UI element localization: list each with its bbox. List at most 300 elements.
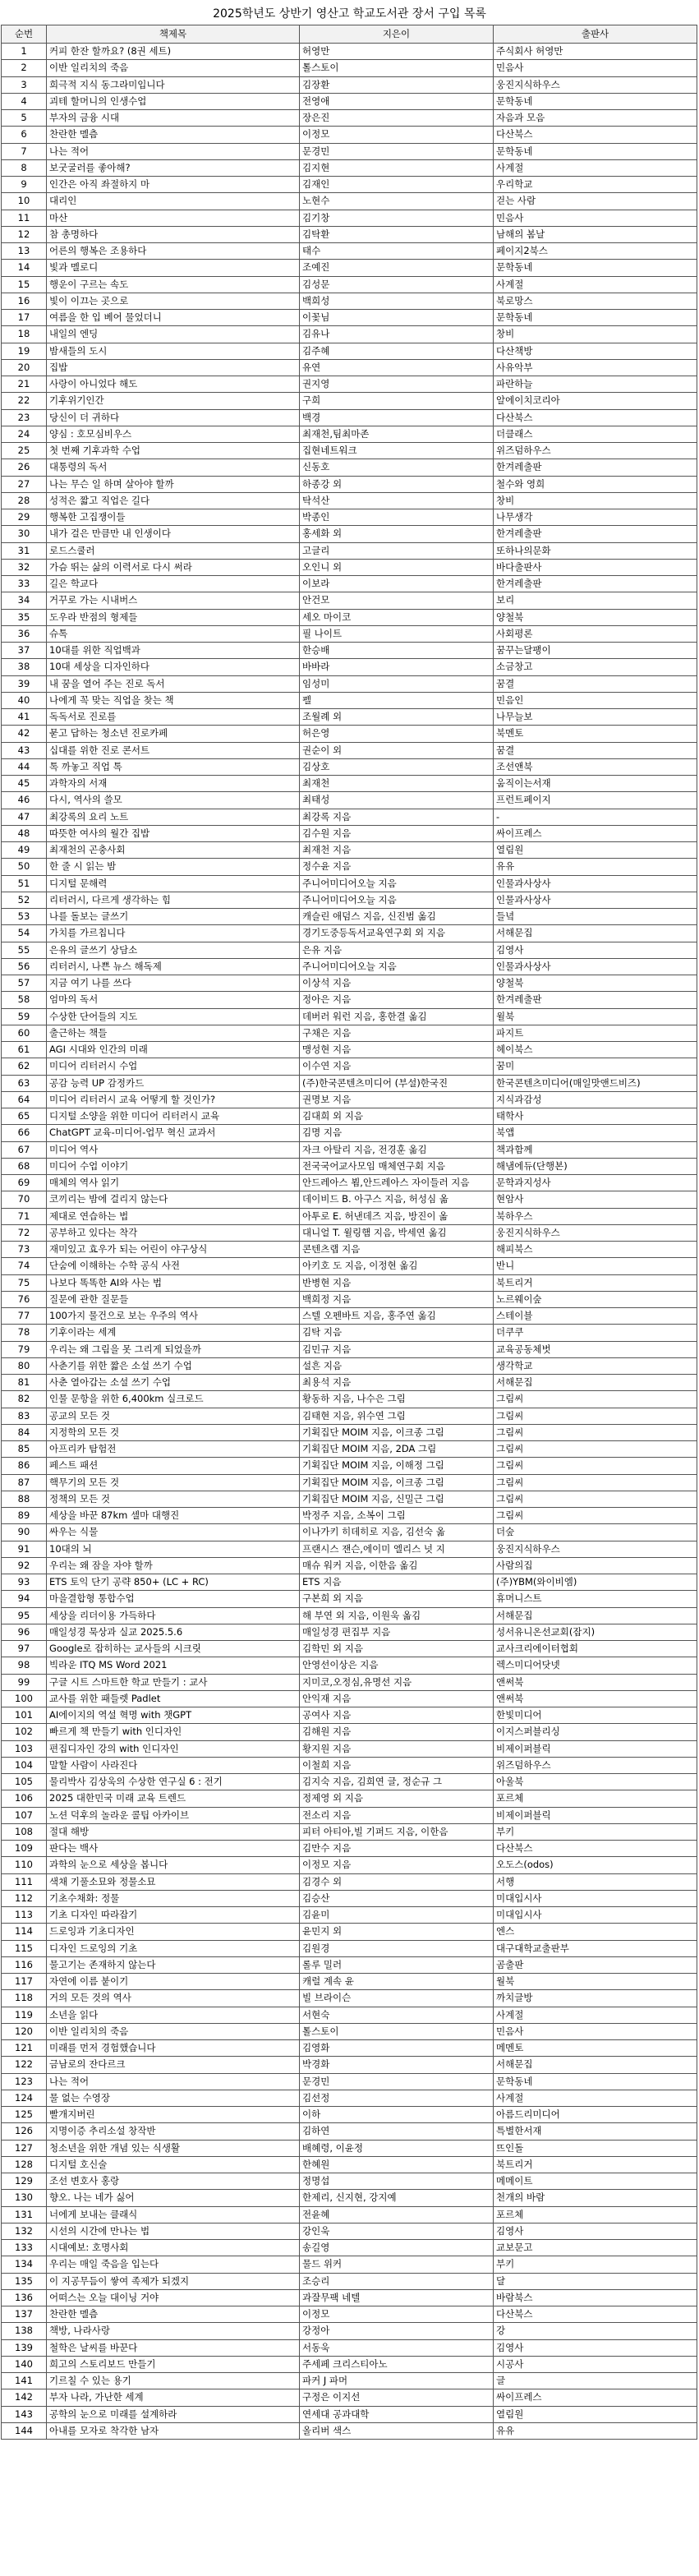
book-publisher: 민음사: [494, 210, 697, 226]
row-number: 89: [2, 1508, 47, 1524]
book-publisher: 뜨인돌: [494, 2140, 697, 2156]
book-publisher: 그림씨: [494, 1441, 697, 1458]
book-author: 주니어미디어오늘 지음: [300, 892, 494, 908]
book-publisher: 교보문고: [494, 2240, 697, 2256]
table-row: [2, 293, 697, 309]
book-author: 김해원 지음: [300, 1724, 494, 1740]
book-publisher: 해피북스: [494, 1242, 697, 1258]
table-row: [2, 1807, 697, 1823]
book-publisher: 인물과사상사: [494, 958, 697, 975]
table-row: [2, 2373, 697, 2389]
book-publisher: 그림씨: [494, 1508, 697, 1524]
row-number: 48: [2, 825, 47, 841]
book-author: 전윤혜: [300, 2206, 494, 2223]
row-number: 49: [2, 842, 47, 859]
row-number: 67: [2, 1141, 47, 1158]
row-number: 121: [2, 2040, 47, 2057]
row-number: 51: [2, 875, 47, 892]
row-number: 84: [2, 1424, 47, 1440]
book-publisher: 시공사: [494, 2356, 697, 2372]
book-title: 재미있고 효우가 되는 어린이 야구상식: [47, 1242, 300, 1258]
book-title: 인물 문항을 위한 6,400km 실크로드: [47, 1391, 300, 1408]
book-title: 나를 돌보는 글쓰기: [47, 909, 300, 925]
book-publisher: 조선앤북: [494, 758, 697, 775]
book-title: 교사를 위한 패들렛 Padlet: [47, 1690, 300, 1707]
book-publisher: 파란하늘: [494, 376, 697, 393]
book-publisher: 문학동네: [494, 93, 697, 109]
book-author: 백희성: [300, 293, 494, 309]
book-title: 미디어 역사: [47, 1141, 300, 1158]
book-publisher: 다산북스: [494, 1841, 697, 1857]
book-title: 색채 기풀소묘와 정물소묘: [47, 1873, 300, 1890]
row-number: 72: [2, 1224, 47, 1241]
book-title: 리터러시, 다르게 생각하는 힘: [47, 892, 300, 908]
book-author: 이수연 지음: [300, 1058, 494, 1075]
book-title: 당신이 더 귀하다: [47, 409, 300, 426]
book-author: 필 나이트: [300, 625, 494, 642]
book-publisher: 메메이트: [494, 2173, 697, 2190]
row-number: 82: [2, 1391, 47, 1408]
table-row: [2, 226, 697, 242]
book-author: 서동욱: [300, 2339, 494, 2356]
book-author: 아키호 도 지음, 이정현 옮김: [300, 1258, 494, 1274]
book-title: 향오. 나는 네가 싫어: [47, 2190, 300, 2206]
book-author: 최재천: [300, 776, 494, 792]
table-row: [2, 942, 697, 958]
book-title: 우리는 왜 그림을 못 그리게 되었을까: [47, 1341, 300, 1357]
book-title: 빛과 멜로디: [47, 260, 300, 276]
row-number: 142: [2, 2389, 47, 2406]
book-author: 이철희 지음: [300, 1757, 494, 1773]
book-title: 행복한 고집쟁이들: [47, 509, 300, 526]
book-publisher: 사회평론: [494, 625, 697, 642]
book-author: 과잘무팩 네텔: [300, 2289, 494, 2306]
book-author: 김명 지음: [300, 1125, 494, 1141]
book-publisher: 그림씨: [494, 1424, 697, 1440]
book-author: 기획집단 MOIM 지음, 2DA 그림: [300, 1441, 494, 1458]
book-title: 페스트 패션: [47, 1458, 300, 1474]
table-row: [2, 2206, 697, 2223]
book-title: 우리는 왜 잠을 자야 할까: [47, 1557, 300, 1574]
table-row: [2, 393, 697, 409]
table-row: [2, 609, 697, 625]
table-row: [2, 892, 697, 908]
book-publisher: 프런트페이지: [494, 792, 697, 809]
book-author: 김탁 지음: [300, 1325, 494, 1341]
book-publisher: 민음인: [494, 692, 697, 708]
row-number: 52: [2, 892, 47, 908]
book-title: 나는 적어: [47, 2073, 300, 2090]
book-author: 이정모: [300, 2306, 494, 2323]
row-number: 7: [2, 143, 47, 159]
book-title: 보굿굴러를 좋아해?: [47, 159, 300, 176]
table-row: [2, 93, 697, 109]
table-row: [2, 1790, 697, 1807]
table-row: [2, 1357, 697, 1374]
book-publisher: 북하우스: [494, 1208, 697, 1224]
book-author: 톨스토이: [300, 2023, 494, 2039]
book-title: 편집디자인 강의 with 인디자인: [47, 1740, 300, 1757]
row-number: 44: [2, 758, 47, 775]
book-publisher: 사계절: [494, 2090, 697, 2106]
book-publisher: 싸이프레스: [494, 825, 697, 841]
book-title: 자연에 이름 붙이기: [47, 1974, 300, 1990]
book-title: 소년을 읽다: [47, 2007, 300, 2023]
row-number: 93: [2, 1574, 47, 1591]
book-title: 단숨에 이해하는 수학 공식 사전: [47, 1258, 300, 1274]
book-author: 강정아: [300, 2323, 494, 2339]
book-author: 김탁환: [300, 226, 494, 242]
book-publisher: 사람의집: [494, 1557, 697, 1574]
table-row: [2, 2090, 697, 2106]
book-title: 부자 나라, 가난한 세계: [47, 2389, 300, 2406]
table-row: [2, 1841, 697, 1857]
book-author: (주)한국콘텐츠미디어 (부설)한국진: [300, 1075, 494, 1091]
book-title: 공감 능력 UP 감정카드: [47, 1075, 300, 1091]
book-publisher: 바다출판사: [494, 559, 697, 575]
table-row: [2, 1458, 697, 1474]
table-row: [2, 127, 697, 143]
book-author: 연세대 공과대학: [300, 2406, 494, 2422]
book-publisher: 한빛미디어: [494, 1707, 697, 1724]
table-row: [2, 44, 697, 60]
table-row: [2, 243, 697, 260]
book-publisher: 교육공동체벗: [494, 1341, 697, 1357]
book-publisher: 노르웨이숲: [494, 1291, 697, 1307]
book-author: 최태성: [300, 792, 494, 809]
book-author: 황지원 지음: [300, 1740, 494, 1757]
table-row: [2, 1657, 697, 1674]
book-author: 조예진: [300, 260, 494, 276]
table-row: [2, 443, 697, 459]
book-author: 김승산: [300, 1890, 494, 1906]
book-publisher: (주)YBM(와이비엠): [494, 1574, 697, 1591]
row-number: 3: [2, 76, 47, 93]
book-author: 데이비드 B. 아구스 지음, 허성심 옮: [300, 1191, 494, 1208]
book-title: 코끼리는 밤에 걸리지 않는다: [47, 1191, 300, 1208]
book-publisher: 다산북스: [494, 409, 697, 426]
table-row: [2, 1408, 697, 1424]
book-publisher: 자음과 모음: [494, 110, 697, 127]
book-author: 조월례 외: [300, 709, 494, 726]
table-row: [2, 2140, 697, 2156]
book-publisher: 열림원: [494, 2406, 697, 2422]
book-author: 김기창: [300, 210, 494, 226]
book-author: 임성미: [300, 675, 494, 692]
table-row: [2, 709, 697, 726]
table-row: [2, 1707, 697, 1724]
table-row: [2, 1524, 697, 1541]
table-row: [2, 2173, 697, 2190]
table-row: [2, 1391, 697, 1408]
row-number: 35: [2, 609, 47, 625]
row-number: 109: [2, 1841, 47, 1857]
table-row: [2, 809, 697, 825]
book-title: 이반 일리치의 죽음: [47, 60, 300, 76]
row-number: 133: [2, 2240, 47, 2256]
row-number: 20: [2, 359, 47, 376]
table-row: [2, 542, 697, 559]
book-publisher: 더숲: [494, 1524, 697, 1541]
book-publisher: 나무늘보: [494, 709, 697, 726]
table-row: [2, 2356, 697, 2372]
row-number: 86: [2, 1458, 47, 1474]
table-row: [2, 1690, 697, 1707]
table-row: [2, 909, 697, 925]
book-author: 전소리 지음: [300, 1807, 494, 1823]
book-author: 안건모: [300, 592, 494, 609]
book-title: 청소년을 위한 개념 있는 식생활: [47, 2140, 300, 2156]
row-number: 129: [2, 2173, 47, 2190]
book-author: 매일성경 편집부 지음: [300, 1624, 494, 1640]
book-publisher: 유유: [494, 859, 697, 875]
book-publisher: 서행: [494, 1873, 697, 1890]
table-row: [2, 1924, 697, 1940]
book-publisher: 강: [494, 2323, 697, 2339]
book-author: 펠: [300, 692, 494, 708]
book-author: 해 부연 외 지음, 이원욱 옮김: [300, 1607, 494, 1624]
book-author: 프랜시스 잰슨,에이미 엘리스 넛 지: [300, 1541, 494, 1557]
book-author: 장은진: [300, 110, 494, 127]
book-title: 가슴 뛰는 삶의 이력서로 다시 써라: [47, 559, 300, 575]
book-title: 십대를 위한 진로 콘서트: [47, 742, 300, 758]
book-title: 우리는 매일 죽음을 입는다: [47, 2256, 300, 2273]
row-number: 100: [2, 1690, 47, 1707]
book-publisher: 인물과사상사: [494, 875, 697, 892]
book-publisher: 바람북스: [494, 2289, 697, 2306]
book-title: 기초 디자인 따라잡기: [47, 1907, 300, 1924]
row-number: 103: [2, 1740, 47, 1757]
book-title: 첫 번째 기후과학 수업: [47, 443, 300, 459]
row-number: 143: [2, 2406, 47, 2422]
row-number: 74: [2, 1258, 47, 1274]
book-publisher: 걷는 사람: [494, 193, 697, 210]
row-number: 136: [2, 2289, 47, 2306]
book-title: ETS 토익 단기 공략 850+ (LC + RC): [47, 1574, 300, 1591]
book-title: 매일성경 묵상과 실교 2025.5.6: [47, 1624, 300, 1640]
book-author: 김민규 지음: [300, 1341, 494, 1357]
book-author: 박종인: [300, 509, 494, 526]
book-publisher: 북멘토: [494, 726, 697, 742]
book-title: 마을결합형 통합수업: [47, 1591, 300, 1607]
table-row: [2, 1242, 697, 1258]
table-row: [2, 1624, 697, 1640]
table-row: [2, 1990, 697, 2007]
book-title: 미디어 리터러시 교육 어떻게 할 것인가?: [47, 1091, 300, 1108]
book-author: 정수윤 지음: [300, 859, 494, 875]
row-number: 117: [2, 1974, 47, 1990]
book-publisher: 비제이퍼블릭: [494, 1740, 697, 1757]
book-author: 김태현 지음, 위수연 그림: [300, 1408, 494, 1424]
book-publisher: 문학동네: [494, 2073, 697, 2090]
book-author: 대니얼 T. 윌링햄 지음, 박세연 옮김: [300, 1224, 494, 1241]
row-number: 22: [2, 393, 47, 409]
book-author: 매슈 워커 지음, 이한음 옮김: [300, 1557, 494, 1574]
table-row: [2, 1108, 697, 1125]
table-row: [2, 1158, 697, 1174]
table-row: [2, 1508, 697, 1524]
book-publisher: 앤써북: [494, 1690, 697, 1707]
table-row: [2, 1940, 697, 1956]
table-row: [2, 2073, 697, 2090]
book-publisher: 북트리거: [494, 1274, 697, 1291]
book-title: 부자의 금융 시대: [47, 110, 300, 127]
book-title: 공교의 모든 것: [47, 1408, 300, 1424]
row-number: 50: [2, 859, 47, 875]
table-row: [2, 742, 697, 758]
book-publisher: 교사크리에이터협회: [494, 1641, 697, 1657]
book-author: 구정은 이지선: [300, 2389, 494, 2406]
book-publisher: 월북: [494, 1974, 697, 1990]
book-publisher: 그림씨: [494, 1474, 697, 1491]
book-title: 독독서로 진로를: [47, 709, 300, 726]
book-title: 아프리카 탐험전: [47, 1441, 300, 1458]
table-row: [2, 2306, 697, 2323]
book-author: 전국국어교사모임 매체연구회 지음: [300, 1158, 494, 1174]
book-title: 인간은 아직 좌절하지 마: [47, 177, 300, 193]
book-author: 주니어미디어오늘 지음: [300, 958, 494, 975]
row-number: 73: [2, 1242, 47, 1258]
table-row: [2, 625, 697, 642]
book-publisher: 인물과사상사: [494, 892, 697, 908]
book-publisher: 남해의 봄날: [494, 226, 697, 242]
book-author: 김경수 외: [300, 1873, 494, 1890]
book-title: 대통령의 독서: [47, 459, 300, 476]
book-author: 올리버 색스: [300, 2422, 494, 2439]
book-author: 오인니 외: [300, 559, 494, 575]
book-title: 희고의 스토리보드 만들기: [47, 2356, 300, 2372]
table-row: [2, 758, 697, 775]
book-author: 피터 아티아,빌 기퍼드 지음, 이한음: [300, 1823, 494, 1840]
row-number: 60: [2, 1025, 47, 1041]
book-author: 김재인: [300, 177, 494, 193]
table-row: [2, 1907, 697, 1924]
book-title: 집밥: [47, 359, 300, 376]
row-number: 41: [2, 709, 47, 726]
book-title: 매체의 역사 읽기: [47, 1175, 300, 1191]
book-title: 빨개지버린: [47, 2107, 300, 2123]
book-author: 롤루 밀러: [300, 1956, 494, 1973]
row-number: 21: [2, 376, 47, 393]
book-title: 기르칠 수 있는 용기: [47, 2373, 300, 2389]
book-title: 세상을 리더이용 가득하다: [47, 1607, 300, 1624]
row-number: 24: [2, 426, 47, 442]
book-author: 배혜령, 이윤정: [300, 2140, 494, 2156]
book-publisher: 천개의 바람: [494, 2190, 697, 2206]
book-title: 아내를 모자로 착각한 남자: [47, 2422, 300, 2439]
book-publisher: 사계절: [494, 159, 697, 176]
book-title: 내가 걸은 만큼만 내 인생이다: [47, 526, 300, 542]
table-row: [2, 2339, 697, 2356]
table-row: [2, 2256, 697, 2273]
row-number: 1: [2, 44, 47, 60]
table-row: [2, 1175, 697, 1191]
book-publisher: 엔스: [494, 1924, 697, 1940]
row-number: 83: [2, 1408, 47, 1424]
row-number: 62: [2, 1058, 47, 1075]
book-author: 김주혜: [300, 343, 494, 359]
row-number: 75: [2, 1274, 47, 1291]
table-row: [2, 110, 697, 127]
book-publisher: 앤써북: [494, 1674, 697, 1690]
table-row: [2, 859, 697, 875]
table-row: [2, 1258, 697, 1274]
book-author: 최용석 지음: [300, 1375, 494, 1391]
book-title: 10대 세상을 디자인하다: [47, 659, 300, 675]
book-title: 구글 시트 스마트한 학교 만들기 : 교사: [47, 1674, 300, 1690]
table-row: [2, 592, 697, 609]
book-title: 빅라운 ITQ MS Word 2021: [47, 1657, 300, 1674]
book-title: 드로잉과 기초디자인: [47, 1924, 300, 1940]
book-title: 10대를 위한 직업백과: [47, 643, 300, 659]
book-author: 이정모 지음: [300, 1857, 494, 1873]
book-publisher: 서해문집: [494, 1607, 697, 1624]
row-number: 4: [2, 93, 47, 109]
book-author: 주세페 크리스티아노: [300, 2356, 494, 2372]
book-title: 핵무기의 모든 것: [47, 1474, 300, 1491]
book-title: 미디어 수업 이야기: [47, 1158, 300, 1174]
table-row: [2, 1091, 697, 1108]
row-number: 104: [2, 1757, 47, 1773]
row-number: 37: [2, 643, 47, 659]
table-row: [2, 1557, 697, 1574]
table-row: [2, 1075, 697, 1091]
table-row: [2, 1008, 697, 1025]
book-publisher: 아울북: [494, 1774, 697, 1790]
row-number: 13: [2, 243, 47, 260]
row-number: 11: [2, 210, 47, 226]
table-row: [2, 459, 697, 476]
book-title: 너에게 보내는 클래식: [47, 2206, 300, 2223]
row-number: 34: [2, 592, 47, 609]
book-author: 송길영: [300, 2240, 494, 2256]
book-title: 절대 해방: [47, 1823, 300, 1840]
book-author: 이보라: [300, 576, 494, 592]
row-number: 106: [2, 1790, 47, 1807]
row-number: 71: [2, 1208, 47, 1224]
book-publisher: 책과함께: [494, 1141, 697, 1158]
row-number: 29: [2, 509, 47, 526]
book-publisher: 글: [494, 2373, 697, 2389]
book-author: 콘텐츠랩 지음: [300, 1242, 494, 1258]
book-author: 반병현 지음: [300, 1274, 494, 1291]
book-title: 물고기는 존재하지 않는다: [47, 1956, 300, 1973]
book-author: 홍세화 외: [300, 526, 494, 542]
table-row: [2, 992, 697, 1008]
book-title: 어떠스는 오늘 대이닝 거야: [47, 2289, 300, 2306]
book-title: 2025 대한민국 미래 교육 트렌드: [47, 1790, 300, 1807]
book-publisher: 페이지2북스: [494, 243, 697, 260]
row-number: 112: [2, 1890, 47, 1906]
book-title: 싸우는 식물: [47, 1524, 300, 1541]
book-publisher: 알에이치코리아: [494, 393, 697, 409]
row-number: 107: [2, 1807, 47, 1823]
book-publisher: 웅진지식하우스: [494, 76, 697, 93]
book-author: 설흔 지음: [300, 1357, 494, 1374]
row-number: 28: [2, 492, 47, 509]
book-title: 거꾸로 가는 시내버스: [47, 592, 300, 609]
book-publisher: 유유: [494, 2422, 697, 2439]
book-author: 김하연: [300, 2123, 494, 2140]
table-row: [2, 2123, 697, 2140]
book-author: 정명섭: [300, 2173, 494, 2190]
table-row: [2, 1191, 697, 1208]
book-author: 김윤미: [300, 1907, 494, 1924]
header-row: [2, 25, 697, 44]
book-author: 톨스토이: [300, 60, 494, 76]
book-author: 은유 지음: [300, 942, 494, 958]
row-number: 87: [2, 1474, 47, 1491]
